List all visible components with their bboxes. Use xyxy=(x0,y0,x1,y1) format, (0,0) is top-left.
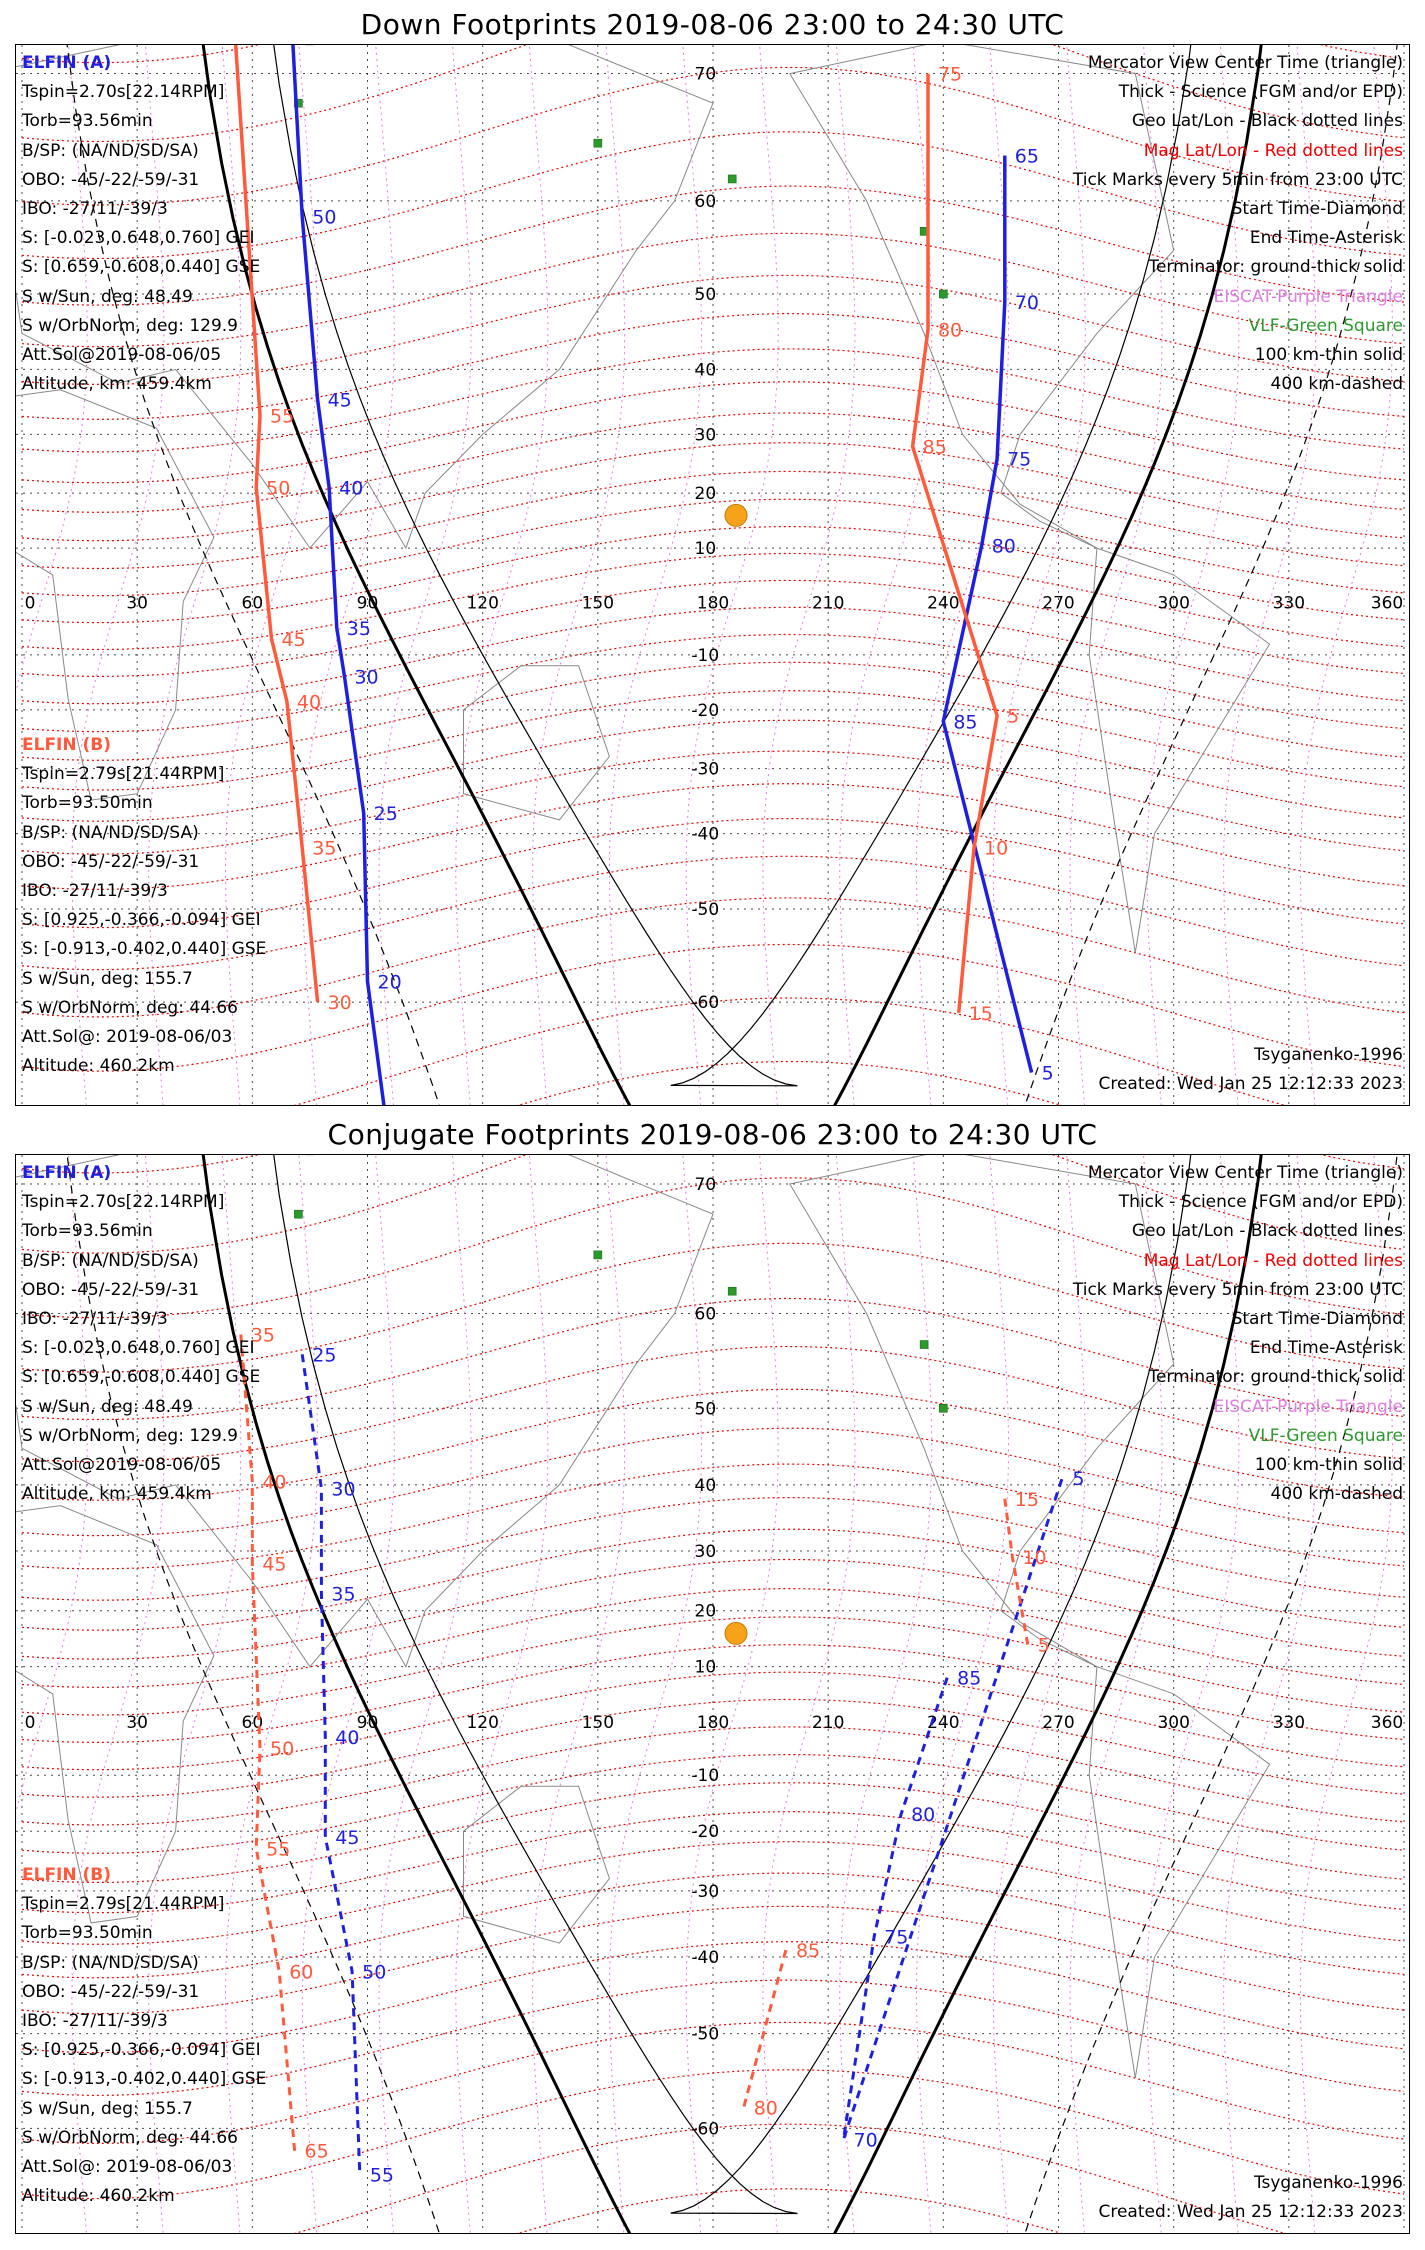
legend-item: Thick - Science (FGM and/or EPD) xyxy=(1118,1192,1403,1213)
track-tick-label: 30 xyxy=(327,992,352,1015)
elfin-b-line: B/SP: (NA/ND/SD/SA) xyxy=(22,1952,199,1973)
elfin-b-line: S w/Sun, deg: 155.7 xyxy=(22,968,193,989)
lat-tick-label: -40 xyxy=(691,1947,720,1968)
track-tick-label: 60 xyxy=(289,1961,314,1984)
lon-tick-label: 90 xyxy=(356,593,379,614)
track-tick-label: 80 xyxy=(937,319,963,342)
track-tick-label: 30 xyxy=(331,1478,356,1501)
elfin-b-line: Torb=93.50min xyxy=(22,1923,153,1944)
track-tick-label: 30 xyxy=(354,666,379,689)
lat-tick-label: 70 xyxy=(694,1175,717,1196)
elfin-b-label: ELFIN (B) xyxy=(22,735,112,755)
lon-tick-label: 330 xyxy=(1272,593,1306,614)
track-tick-label: 85 xyxy=(922,436,947,459)
elfin-b-line: IBO: -27/11/-39/3 xyxy=(22,2011,168,2032)
lat-tick-label: -50 xyxy=(691,899,720,920)
elfin-b-label: ELFIN (B) xyxy=(22,1865,112,1885)
lon-tick-label: 60 xyxy=(241,593,264,614)
legend-item: Thick - Science (FGM and/or EPD) xyxy=(1118,82,1403,103)
lon-tick-label: 360 xyxy=(1370,593,1404,614)
lat-tick-label: -60 xyxy=(691,993,720,1014)
vlf-station-marker xyxy=(939,290,947,298)
lon-tick-label: 150 xyxy=(581,1712,615,1733)
legend-item: VLF-Green Square xyxy=(1248,1425,1403,1446)
elfin-a-line: S: [0.659,-0.608,0.440] GSE xyxy=(22,257,261,278)
lon-tick-label: 240 xyxy=(927,1712,960,1733)
elfin-b-line: OBO: -45/-22/-59/-31 xyxy=(22,1981,200,2002)
footer-notes xyxy=(1098,2169,1403,2227)
elfin-b-line: S w/OrbNorm, deg: 44.66 xyxy=(22,2127,239,2148)
elfin-a-track xyxy=(302,1354,360,2174)
elfin-b-line: S: [-0.913,-0.402,0.440] GSE xyxy=(22,939,267,960)
track-tick-label: 15 xyxy=(1014,1488,1039,1511)
lat-tick-label: 30 xyxy=(694,1542,717,1563)
elfin-a-line: IBO: -27/11/-39/3 xyxy=(22,199,168,220)
elfin-a-label: ELFIN (A) xyxy=(22,1163,112,1183)
track-tick-label: 20 xyxy=(377,971,402,994)
elfin-b-line: S: [0.925,-0.366,-0.094] GEI xyxy=(22,910,261,931)
created-label: Created: Wed Jan 25 12:12:33 2023 xyxy=(1098,1074,1403,1094)
track-tick-label: 55 xyxy=(270,405,295,428)
track-tick-label: 80 xyxy=(753,2097,778,2120)
mag-lon-line xyxy=(917,45,1009,1105)
legend-item: Terminator: ground-thick solid xyxy=(1148,257,1403,278)
track-tick-label: 75 xyxy=(884,1926,909,1949)
lat-tick-label: -40 xyxy=(691,824,720,845)
down-footprints-panel xyxy=(0,0,1425,1110)
panel-title: Down Footprints 2019-08-06 23:00 to 24:30 UTC xyxy=(360,8,1065,41)
legend-item: EISCAT-Purple Triangle xyxy=(1213,1396,1403,1417)
elfin-b-line: Tspin=2.79s[21.44RPM] xyxy=(22,1894,225,1915)
lon-tick-label: 30 xyxy=(126,1712,148,1733)
legend-item: 400 km-dashed xyxy=(1270,374,1403,395)
elfin-a-line: IBO: -27/11/-39/3 xyxy=(22,1309,168,1330)
lon-tick-label: 240 xyxy=(927,593,960,614)
track-tick-label: 85 xyxy=(795,1939,821,1962)
elfin-b-line: Altitude: 460.2km xyxy=(22,2186,175,2207)
track-tick-label: 5 xyxy=(1072,1467,1085,1490)
legend-item: EISCAT-Purple Triangle xyxy=(1213,286,1403,307)
track-tick-label: 85 xyxy=(953,711,978,734)
track-tick-label: 50 xyxy=(270,1737,295,1760)
elfin-a-info xyxy=(22,1159,260,1509)
elfin-b-line: B/SP: (NA/ND/SD/SA) xyxy=(22,822,199,843)
lat-tick-label: 40 xyxy=(694,360,717,381)
elfin-a-line: Torb=93.56min xyxy=(22,111,153,132)
map-frame xyxy=(15,1154,1410,2234)
elfin-a-track xyxy=(283,45,410,1105)
vlf-station-marker xyxy=(728,1287,736,1295)
sun-icon xyxy=(725,1622,747,1644)
lat-tick-label: 70 xyxy=(694,64,717,85)
elfin-a-line: Att.Sol@2019-08-06/05 xyxy=(22,1455,222,1476)
lon-tick-label: 90 xyxy=(356,1712,379,1733)
created-label: Created: Wed Jan 25 12:12:33 2023 xyxy=(1098,2202,1403,2222)
legend-item: VLF-Green Square xyxy=(1248,315,1403,336)
lon-tick-label: 180 xyxy=(696,1712,730,1733)
legend-item: 100 km-thin solid xyxy=(1254,1455,1403,1476)
lat-tick-label: -10 xyxy=(691,1766,720,1787)
elfin-a-line: S w/OrbNorm, deg: 129.9 xyxy=(22,1425,239,1446)
lon-tick-label: 300 xyxy=(1157,1712,1190,1733)
elfin-b-line: Tspin=2.79s[21.44RPM] xyxy=(22,764,225,785)
track-tick-label: 35 xyxy=(346,618,371,641)
legend-item: 100 km-thin solid xyxy=(1254,345,1403,366)
track-tick-label: 80 xyxy=(911,1804,936,1827)
track-tick-label: 25 xyxy=(312,1344,337,1367)
sun-icon xyxy=(725,504,747,526)
legend-item: End Time-Asterisk xyxy=(1249,228,1403,249)
lat-tick-label: 20 xyxy=(694,484,717,505)
lon-tick-label: 270 xyxy=(1042,1712,1075,1733)
lon-tick-label: 360 xyxy=(1370,1712,1404,1733)
mag-lon-line xyxy=(533,45,625,1105)
mag-lon-line xyxy=(379,45,471,1105)
elfin-b-line: Att.Sol@: 2019-08-06/03 xyxy=(22,1027,233,1048)
lat-tick-label: -60 xyxy=(691,2119,720,2140)
track-tick-label: 65 xyxy=(304,2140,329,2163)
conjugate-footprints-panel xyxy=(0,1110,1425,2240)
panel-title: Conjugate Footprints 2019-08-06 23:00 to 24:30 UTC xyxy=(327,1118,1098,1151)
elfin-b-line: S: [-0.913,-0.402,0.440] GSE xyxy=(22,2069,267,2090)
legend xyxy=(1073,1159,1403,1509)
lat-tick-label: -30 xyxy=(691,759,720,780)
elfin-a-line: S: [-0.023,0.648,0.760] GEI xyxy=(22,228,255,249)
elfin-a-line: Tspin=2.70s[22.14RPM] xyxy=(22,82,225,103)
vlf-station-marker xyxy=(294,1210,302,1218)
legend-item: End Time-Asterisk xyxy=(1249,1338,1403,1359)
track-tick-label: 65 xyxy=(1014,145,1039,168)
legend-item: Mag Lat/Lon - Red dotted lines xyxy=(1143,140,1403,161)
lon-tick-label: 0 xyxy=(24,1712,36,1733)
track-tick-label: 5 xyxy=(1007,705,1020,728)
track-tick-label: 75 xyxy=(937,63,963,86)
track-tick-label: 40 xyxy=(335,1727,360,1750)
elfin-b-track xyxy=(744,1950,786,2107)
elfin-a-line: B/SP: (NA/ND/SD/SA) xyxy=(22,140,199,161)
coastline xyxy=(464,666,610,820)
track-tick-label: 50 xyxy=(266,477,291,500)
track-tick-label: 25 xyxy=(373,803,398,826)
elfin-a-line: Tspin=2.70s[22.14RPM] xyxy=(22,1192,225,1213)
legend-item: Tick Marks every 5min from 23:00 UTC xyxy=(1072,1279,1403,1300)
track-tick-label: 70 xyxy=(1014,292,1039,315)
lon-tick-label: 0 xyxy=(24,593,36,614)
legend-item: Geo Lat/Lon - Black dotted lines xyxy=(1131,111,1403,132)
lon-tick-label: 300 xyxy=(1157,593,1190,614)
track-tick-label: 55 xyxy=(266,1838,291,1861)
track-tick-label: 40 xyxy=(339,477,364,500)
lon-tick-label: 60 xyxy=(241,1712,264,1733)
mag-lon-line xyxy=(917,1155,1009,2233)
model-label: Tsyganenko-1996 xyxy=(1253,1045,1403,1065)
elfin-a-line: Torb=93.56min xyxy=(22,1221,153,1242)
map-frame xyxy=(15,44,1410,1106)
elfin-a-line: OBO: -45/-22/-59/-31 xyxy=(22,169,200,190)
coastline xyxy=(464,1786,610,1943)
elfin-a-label: ELFIN (A) xyxy=(22,53,112,73)
elfin-b-line: OBO: -45/-22/-59/-31 xyxy=(22,851,200,872)
mag-lon-line xyxy=(993,45,1085,1105)
legend xyxy=(1073,49,1403,399)
vlf-station-marker xyxy=(939,1404,947,1412)
lat-tick-label: 30 xyxy=(694,425,717,446)
mag-lon-line xyxy=(840,1155,932,2233)
elfin-a-track xyxy=(844,1478,1063,2140)
lon-tick-label: 150 xyxy=(581,593,615,614)
track-tick-label: 40 xyxy=(262,1471,287,1494)
elfin-a-line: Altitude, km: 459.4km xyxy=(22,374,212,395)
elfin-b-line: IBO: -27/11/-39/3 xyxy=(22,881,168,902)
mag-lon-line xyxy=(379,1155,471,2233)
elfin-b-info xyxy=(22,1861,266,2211)
footer-notes xyxy=(1098,1041,1403,1099)
legend-item: Tick Marks every 5min from 23:00 UTC xyxy=(1072,169,1403,190)
elfin-a-line: S w/OrbNorm, deg: 129.9 xyxy=(22,315,239,336)
elfin-a-line: S w/Sun, deg: 48.49 xyxy=(22,1396,193,1417)
track-tick-label: 35 xyxy=(312,837,337,860)
track-tick-label: 10 xyxy=(1022,1547,1047,1570)
track-tick-label: 45 xyxy=(327,389,352,412)
elfin-a-line: OBO: -45/-22/-59/-31 xyxy=(22,1279,200,1300)
track-tick-label: 5 xyxy=(1041,1062,1054,1085)
lat-tick-label: 40 xyxy=(694,1475,717,1496)
elfin-b-line: Torb=93.50min xyxy=(22,793,153,814)
lon-tick-label: 210 xyxy=(811,593,845,614)
legend-item: Geo Lat/Lon - Black dotted lines xyxy=(1131,1221,1403,1242)
track-tick-label: 70 xyxy=(853,2129,878,2152)
legend-item: Terminator: ground-thick solid xyxy=(1148,1367,1403,1388)
elfin-b-line: Att.Sol@: 2019-08-06/03 xyxy=(22,2157,233,2178)
vlf-station-marker xyxy=(728,175,736,183)
track-tick-label: 55 xyxy=(369,2164,395,2187)
lat-tick-label: -20 xyxy=(691,1822,720,1843)
track-tick-label: 35 xyxy=(331,1583,356,1606)
track-tick-label: 40 xyxy=(296,691,322,714)
track-tick-label: 50 xyxy=(362,1961,387,1984)
lon-tick-label: 210 xyxy=(811,1712,845,1733)
track-tick-label: 50 xyxy=(312,206,337,229)
lon-tick-label: 180 xyxy=(696,593,730,614)
elfin-a-line: S w/Sun, deg: 48.49 xyxy=(22,286,193,307)
lat-tick-label: 50 xyxy=(694,1399,717,1420)
mag-lon-line xyxy=(533,1155,625,2233)
elfin-b-line: S w/Sun, deg: 155.7 xyxy=(22,2098,193,2119)
lat-tick-label: 10 xyxy=(694,1657,717,1678)
lat-tick-label: 60 xyxy=(694,1304,717,1325)
lat-tick-label: 20 xyxy=(694,1601,717,1622)
elfin-b-line: S w/OrbNorm, deg: 44.66 xyxy=(22,997,239,1018)
mag-lon-line xyxy=(840,45,932,1105)
mag-lon-line xyxy=(302,45,394,1105)
lat-tick-label: -20 xyxy=(691,700,720,721)
lon-tick-label: 30 xyxy=(126,593,148,614)
model-label: Tsyganenko-1996 xyxy=(1253,2173,1403,2193)
vlf-station-marker xyxy=(920,1341,928,1349)
legend-item: Mag Lat/Lon - Red dotted lines xyxy=(1143,1250,1403,1271)
elfin-b-track xyxy=(913,74,998,1013)
track-tick-label: 45 xyxy=(281,628,306,651)
lat-tick-label: -50 xyxy=(691,2024,720,2045)
lat-tick-label: 10 xyxy=(694,539,717,560)
lon-tick-label: 270 xyxy=(1042,593,1075,614)
elfin-b-line: Altitude: 460.2km xyxy=(22,1056,175,1077)
legend-item: Start Time-Diamond xyxy=(1231,199,1403,220)
mag-lon-line xyxy=(993,1155,1085,2233)
lon-tick-label: 120 xyxy=(466,593,499,614)
elfin-b-info xyxy=(22,731,266,1081)
lat-tick-label: -10 xyxy=(691,645,720,666)
elfin-b-line: S: [0.925,-0.366,-0.094] GEI xyxy=(22,2040,261,2061)
track-tick-label: 35 xyxy=(250,1324,276,1347)
lat-tick-label: -30 xyxy=(691,1881,720,1902)
track-tick-label: 80 xyxy=(991,535,1016,558)
elfin-a-line: Altitude, km: 459.4km xyxy=(22,1484,212,1505)
track-tick-label: 85 xyxy=(957,1667,982,1690)
track-tick-label: 75 xyxy=(1007,448,1032,471)
elfin-a-info xyxy=(22,49,260,399)
lat-tick-label: 50 xyxy=(694,285,717,306)
track-tick-label: 45 xyxy=(335,1826,360,1849)
vlf-station-marker xyxy=(594,139,602,147)
lat-tick-label: 60 xyxy=(694,191,717,212)
legend-item: Mercator View Center Time (triangle) xyxy=(1087,53,1403,73)
track-tick-label: 45 xyxy=(262,1553,287,1576)
lon-tick-label: 120 xyxy=(466,1712,499,1733)
elfin-a-line: B/SP: (NA/ND/SD/SA) xyxy=(22,1250,199,1271)
elfin-b-track xyxy=(1005,1499,1028,1645)
legend-item: Start Time-Diamond xyxy=(1231,1309,1403,1330)
track-tick-label: 5 xyxy=(1037,1634,1050,1657)
legend-item: 400 km-dashed xyxy=(1270,1484,1403,1505)
elfin-a-line: Att.Sol@2019-08-06/05 xyxy=(22,345,222,366)
elfin-a-line: S: [0.659,-0.608,0.440] GSE xyxy=(22,1367,261,1388)
legend-item: Mercator View Center Time (triangle) xyxy=(1087,1163,1403,1183)
elfin-a-line: S: [-0.023,0.648,0.760] GEI xyxy=(22,1338,255,1359)
lon-tick-label: 330 xyxy=(1272,1712,1306,1733)
track-tick-label: 15 xyxy=(968,1002,993,1025)
vlf-station-marker xyxy=(594,1251,602,1259)
track-tick-label: 10 xyxy=(984,837,1009,860)
